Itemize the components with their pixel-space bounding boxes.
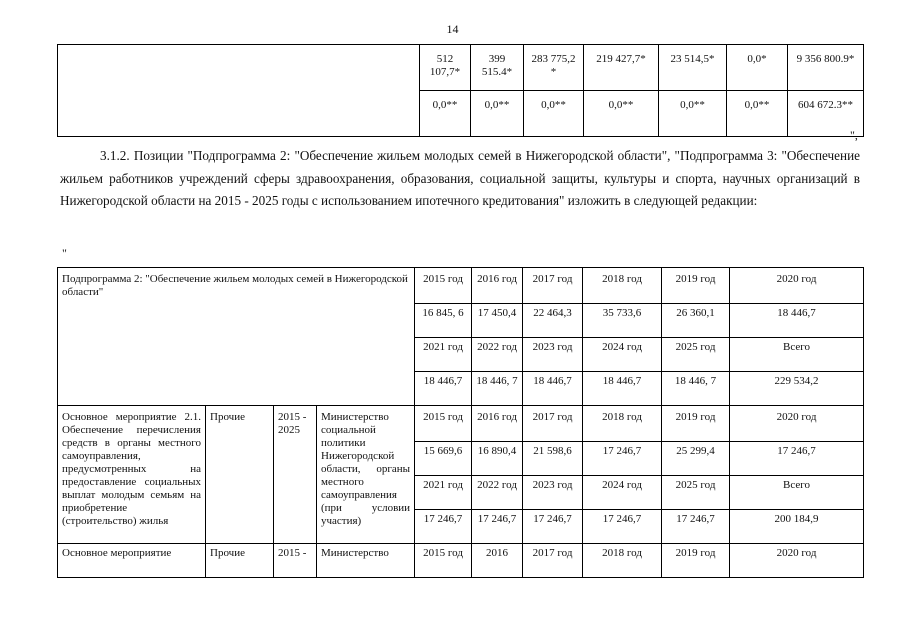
paragraph-text: 3.1.2. Позиции "Подпрограмма 2: "Обеспечение жильем молодых семей в Нижегородской области", "Подпрограмма 3: "Обеспечение жильем работников учреждений сферы здравоохранения, образования, социальной защиты, культуры и спорта, научных организаций в Нижегородской области на 2015 - 2025 годы с использованием ипотечного кредитования" изложить в следующей редакции: xyxy=(60,148,860,208)
closing-quote: ", xyxy=(850,128,858,142)
value-cell: 17 246,7 xyxy=(730,442,864,476)
measure-period: 2015 - xyxy=(274,544,317,578)
year-cell: 2016 год xyxy=(472,268,523,304)
year-cell: 2018 год xyxy=(583,406,662,442)
value-cell: 17 246,7 xyxy=(583,442,662,476)
year-cell: 2022 год xyxy=(472,476,523,510)
year-cell: 2019 год xyxy=(662,544,730,578)
value-cell: 0,0** xyxy=(727,91,788,137)
value-cell: 18 446,7 xyxy=(730,304,864,338)
measure-period: 2015 - 2025 xyxy=(274,406,317,544)
value-cell: 16 845, 6 xyxy=(415,304,472,338)
year-cell: 2017 год xyxy=(523,268,583,304)
year-cell: Всего xyxy=(730,338,864,372)
subprogram-title: Подпрограмма 2: "Обеспечение жильем молодых семей в Нижегородской области" xyxy=(58,268,415,406)
measure-name: Основное мероприятие 2.1. Обеспечение перечисления средств в органы местного самоуправления, предусмотренных на предоставление социальных выплат молодым семьям на приобретение (строительство) жилья xyxy=(58,406,206,544)
table-row xyxy=(58,45,864,91)
value-cell: 17 246,7 xyxy=(583,510,662,544)
value-cell: 18 446, 7 xyxy=(662,372,730,406)
value-cell: 17 450,4 xyxy=(472,304,523,338)
year-cell: 2017 год xyxy=(523,406,583,442)
table-row xyxy=(58,406,864,442)
continued-funding-table xyxy=(57,44,864,137)
measure-executor: Министерство социальной политики Нижегородской области, органы местного самоуправления (при условии участия) xyxy=(317,406,415,544)
opening-quote: " xyxy=(62,246,67,260)
year-cell: 2020 год xyxy=(730,544,864,578)
value-cell: 512 107,7* xyxy=(420,45,471,91)
year-cell: 2016 xyxy=(472,544,523,578)
year-cell: 2025 год xyxy=(662,338,730,372)
value-cell: 18 446,7 xyxy=(583,372,662,406)
value-cell: 283 775,2 * xyxy=(524,45,584,91)
value-cell: 0,0** xyxy=(471,91,524,137)
value-cell: 15 669,6 xyxy=(415,442,472,476)
value-cell: 229 534,2 xyxy=(730,372,864,406)
value-cell: 23 514,5* xyxy=(659,45,727,91)
year-cell: 2018 год xyxy=(583,268,662,304)
value-cell: 18 446, 7 xyxy=(472,372,523,406)
value-cell: 0,0* xyxy=(727,45,788,91)
empty-cell xyxy=(58,45,420,137)
value-cell: 0,0** xyxy=(524,91,584,137)
measure-category: Прочие xyxy=(206,544,274,578)
value-cell: 22 464,3 xyxy=(523,304,583,338)
value-cell: 17 246,7 xyxy=(472,510,523,544)
value-cell: 17 246,7 xyxy=(523,510,583,544)
measure-name: Основное мероприятие xyxy=(58,544,206,578)
year-cell: 2015 год xyxy=(415,268,472,304)
year-cell: 2025 год xyxy=(662,476,730,510)
year-cell: 2017 год xyxy=(523,544,583,578)
value-cell: 35 733,6 xyxy=(583,304,662,338)
year-cell: 2019 год xyxy=(662,406,730,442)
amendment-paragraph xyxy=(60,145,860,213)
year-cell: 2024 год xyxy=(583,338,662,372)
value-cell: 0,0** xyxy=(420,91,471,137)
value-cell: 25 299,4 xyxy=(662,442,730,476)
value-cell: 200 184,9 xyxy=(730,510,864,544)
measure-executor: Министерство xyxy=(317,544,415,578)
value-cell: 17 246,7 xyxy=(662,510,730,544)
value-cell: 0,0** xyxy=(584,91,659,137)
value-cell: 604 672.3** xyxy=(788,91,864,137)
year-cell: 2015 год xyxy=(415,544,472,578)
value-cell: 21 598,6 xyxy=(523,442,583,476)
year-cell: 2018 год xyxy=(583,544,662,578)
year-cell: 2023 год xyxy=(523,476,583,510)
table-row xyxy=(58,268,864,304)
value-cell: 0,0** xyxy=(659,91,727,137)
year-cell: 2023 год xyxy=(523,338,583,372)
page-number: 14 xyxy=(446,22,459,36)
value-cell: 17 246,7 xyxy=(415,510,472,544)
table-row xyxy=(58,544,864,578)
year-cell: 2015 год xyxy=(415,406,472,442)
year-cell: 2020 год xyxy=(730,268,864,304)
year-cell: 2024 год xyxy=(583,476,662,510)
value-cell: 9 356 800.9* xyxy=(788,45,864,91)
year-cell: 2022 год xyxy=(472,338,523,372)
value-cell: 18 446,7 xyxy=(523,372,583,406)
measure-category: Прочие xyxy=(206,406,274,544)
value-cell: 399 515.4* xyxy=(471,45,524,91)
value-cell: 18 446,7 xyxy=(415,372,472,406)
year-cell: Всего xyxy=(730,476,864,510)
value-cell: 16 890,4 xyxy=(472,442,523,476)
year-cell: 2019 год xyxy=(662,268,730,304)
subprogram-funding-table xyxy=(57,267,864,578)
year-cell: 2021 год xyxy=(415,476,472,510)
year-cell: 2016 год xyxy=(472,406,523,442)
year-cell: 2021 год xyxy=(415,338,472,372)
value-cell: 219 427,7* xyxy=(584,45,659,91)
year-cell: 2020 год xyxy=(730,406,864,442)
value-cell: 26 360,1 xyxy=(662,304,730,338)
